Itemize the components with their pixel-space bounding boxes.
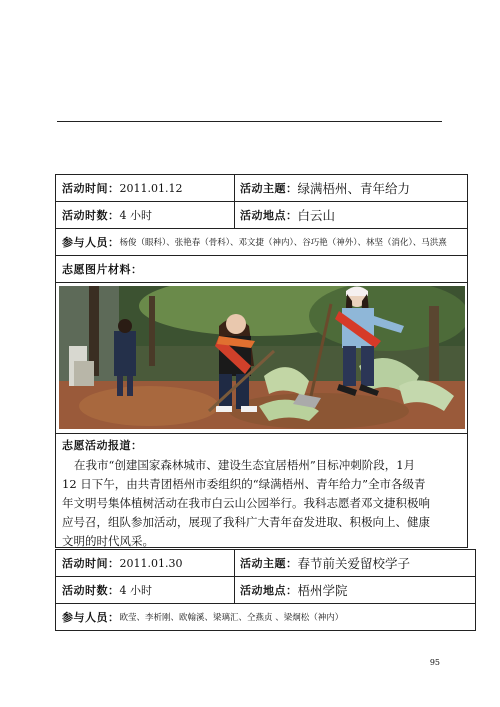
place-label: 活动地点： bbox=[240, 209, 298, 222]
report-line-2: 12 日下午，由共青团梧州市委组织的“绿满梧州、青年给力”全市各级青 bbox=[62, 477, 426, 491]
theme-label-2: 活动主题： bbox=[240, 557, 298, 570]
theme-value: 绿满梧州、青年给力 bbox=[297, 181, 411, 196]
place-label-2: 活动地点： bbox=[240, 584, 298, 597]
report-line-4: 应号召，组队参加活动，展现了我科广大青年奋发进取、积极向上、健康 bbox=[62, 515, 430, 529]
row-hours-place-2 bbox=[56, 577, 475, 604]
activity-record-1 bbox=[55, 174, 468, 548]
time-label-2: 活动时间： bbox=[62, 557, 120, 570]
activity-record-2 bbox=[55, 549, 476, 631]
row-participants-2 bbox=[56, 604, 475, 630]
hours-label: 活动时数： bbox=[62, 209, 120, 222]
participants-label-2: 参与人员： bbox=[62, 611, 120, 624]
report-body bbox=[62, 456, 462, 551]
time-value: 2011.01.12 bbox=[119, 181, 183, 195]
row-photo-heading bbox=[56, 256, 467, 283]
participants-label: 参与人员： bbox=[62, 236, 120, 249]
report-line-5: 文明的时代风采。 bbox=[62, 534, 154, 548]
hours-value-2: 4 小时 bbox=[119, 584, 152, 597]
place-value-2: 梧州学院 bbox=[297, 583, 348, 598]
row-report-heading bbox=[56, 434, 467, 456]
page-number: 95 bbox=[429, 658, 440, 667]
row-time-theme bbox=[56, 175, 467, 202]
row-time-theme-2 bbox=[56, 550, 475, 577]
hours-label-2: 活动时数： bbox=[62, 584, 120, 597]
report-line-1: 在我市“创建国家森林城市、建设生态宜居梧州”目标冲刺阶段，1月 bbox=[74, 458, 416, 472]
place-value: 白云山 bbox=[297, 208, 336, 223]
time-label: 活动时间： bbox=[62, 182, 120, 195]
row-participants bbox=[56, 229, 467, 256]
time-value-2: 2011.01.30 bbox=[119, 556, 183, 570]
photo-heading: 志愿图片材料： bbox=[62, 263, 143, 276]
row-photo bbox=[56, 283, 467, 434]
tree-planting-photo bbox=[59, 286, 465, 429]
row-hours-place bbox=[56, 202, 467, 229]
row-report-body bbox=[56, 456, 467, 548]
participants-value-2: 欧莹、李析刚、欧翰溪、梁璃汇、仝燕贞 、梁炯松（神内） bbox=[119, 613, 344, 623]
report-line-3: 年文明号集体植树活动在我市白云山公园举行。我科志愿者邓文捷积极响 bbox=[62, 496, 430, 510]
hours-value: 4 小时 bbox=[119, 209, 152, 222]
header-rule bbox=[57, 121, 442, 122]
participants-value: 杨俊（眼科）、张艳春（骨科）、邓文捷（神内）、谷巧艳（神外）、林坚（消化）、马洪熹 bbox=[119, 238, 447, 248]
theme-label: 活动主题： bbox=[240, 182, 298, 195]
theme-value-2: 春节前关爱留校学子 bbox=[297, 556, 411, 571]
report-heading: 志愿活动报道： bbox=[62, 439, 143, 452]
